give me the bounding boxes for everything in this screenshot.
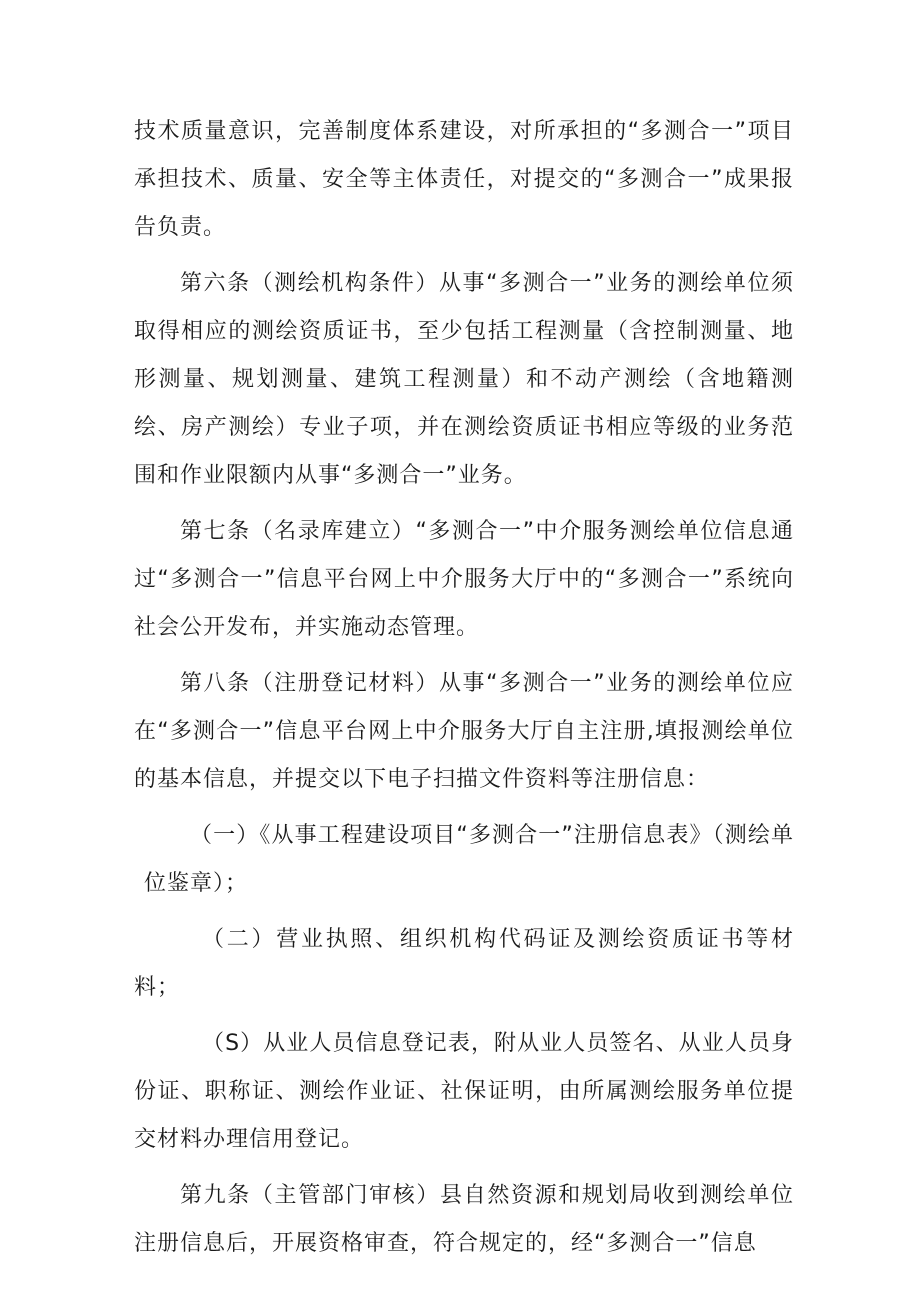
- paragraph-article-7: 第七条（名录库建立）“多测合一”中介服务测绘单位信息通过“多测合一”信息平台网上中介服务大厅中的“多测合一”系统向社会公开发布，并实施动态管理。: [134, 519, 794, 640]
- list-item-1: （一）《从事工程建设项目“多测合一”注册信息表》（测绘单位鉴章）；: [144, 823, 794, 896]
- paragraph-continuation: 技术质量意识，完善制度体系建设，对所承担的“多测合一”项目承担技术、质量、安全等主体责任，对提交的“多测合一”成果报告负责。: [134, 119, 794, 240]
- document-body: [134, 108, 794, 1276]
- paragraph-article-9: 第九条（主管部门审核）县自然资源和规划局收到测绘单位注册信息后，开展资格审查，符合规定的，经“多测合一”信息: [134, 1183, 794, 1256]
- list-item-3: （S）从业人员信息登记表，附从业人员签名、从业人员身份证、职称证、测绘作业证、社保证明，由所属测绘服务单位提交材料办理信用登记。: [134, 1031, 794, 1152]
- paragraph-article-6: 第六条（测绘机构条件）从事“多测合一”业务的测绘单位须取得相应的测绘资质证书，至少包括工程测量（含控制测量、地形测量、规划测量、建筑工程测量）和不动产测绘（含地籍测绘、房产测绘）专业子项，并在测绘资质证书相应等级的业务范围和作业限额内从事“多测合一”业务。: [134, 271, 794, 488]
- paragraph-article-8: 第八条（注册登记材料）从事“多测合一”业务的测绘单位应在“多测合一”信息平台网上中介服务大厅自主注册,填报测绘单位的基本信息，并提交以下电子扫描文件资料等注册信息：: [134, 671, 794, 792]
- list-item-2: （二）营业执照、组织机构代码证及测绘资质证书等材料；: [134, 927, 794, 1000]
